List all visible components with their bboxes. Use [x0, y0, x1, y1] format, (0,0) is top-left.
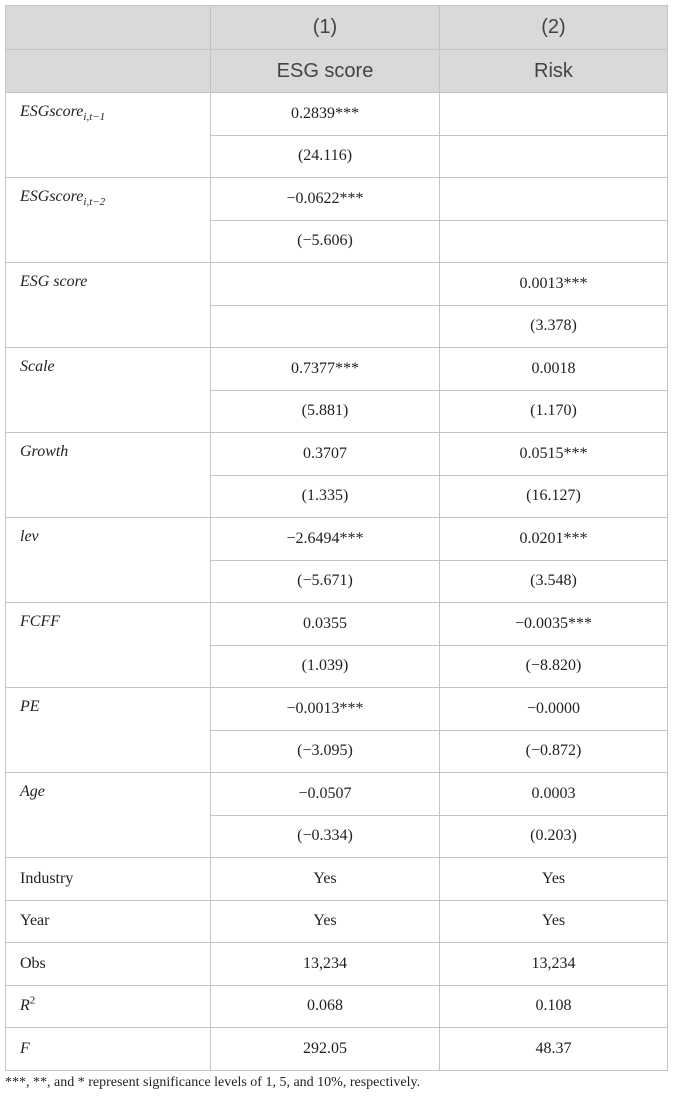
control-cell: 0.108 — [440, 985, 668, 1028]
control-label: Obs — [6, 943, 211, 986]
tstat-cell: (16.127) — [440, 475, 668, 518]
tstat-cell — [440, 135, 668, 178]
table-row — [6, 773, 668, 816]
control-cell: 292.05 — [211, 1028, 440, 1071]
coef-cell: 0.2839*** — [211, 93, 440, 136]
header-empty — [6, 6, 211, 50]
header-row-titles — [6, 50, 668, 93]
variable-label: Scale — [6, 348, 211, 433]
control-cell: 13,234 — [211, 943, 440, 986]
coef-cell: −0.0000 — [440, 688, 668, 731]
coef-cell: 0.0355 — [211, 603, 440, 646]
coef-cell: 0.0013*** — [440, 263, 668, 306]
tstat-cell: (1.170) — [440, 390, 668, 433]
coef-cell: 0.7377*** — [211, 348, 440, 391]
header-empty — [6, 50, 211, 93]
coef-cell: 0.3707 — [211, 433, 440, 476]
control-cell: Yes — [211, 858, 440, 901]
table-row — [6, 900, 668, 943]
tstat-cell: (−5.606) — [211, 220, 440, 263]
tstat-cell: (1.039) — [211, 645, 440, 688]
control-label: $R^2$ — [6, 985, 211, 1028]
control-label: Year — [6, 900, 211, 943]
tstat-cell: (−0.334) — [211, 815, 440, 858]
tstat-cell: (3.548) — [440, 560, 668, 603]
coef-cell: 0.0003 — [440, 773, 668, 816]
coef-cell: 0.0515*** — [440, 433, 668, 476]
tstat-cell — [440, 220, 668, 263]
variable-label: ESG score — [6, 263, 211, 348]
table-row — [6, 943, 668, 986]
control-cell: Yes — [440, 858, 668, 901]
variable-label: ESGscore$_{i,t-1}$ — [6, 93, 211, 178]
coef-cell: −0.0507 — [211, 773, 440, 816]
control-cell: 48.37 — [440, 1028, 668, 1071]
table-row — [6, 985, 668, 1028]
coef-cell — [440, 178, 668, 221]
tstat-cell — [211, 305, 440, 348]
tstat-cell: (−3.095) — [211, 730, 440, 773]
table-row — [6, 93, 668, 136]
coef-cell: −0.0013*** — [211, 688, 440, 731]
coef-cell: −0.0035*** — [440, 603, 668, 646]
col2-title: Risk — [440, 50, 668, 93]
table-row — [6, 858, 668, 901]
tstat-cell: (−0.872) — [440, 730, 668, 773]
coef-cell: 0.0201*** — [440, 518, 668, 561]
table-row — [6, 433, 668, 476]
tstat-cell: (1.335) — [211, 475, 440, 518]
table-row — [6, 603, 668, 646]
tstat-cell: (24.116) — [211, 135, 440, 178]
tstat-cell: (0.203) — [440, 815, 668, 858]
tstat-cell: (5.881) — [211, 390, 440, 433]
variable-label: Growth — [6, 433, 211, 518]
variable-label: Age — [6, 773, 211, 858]
control-label: Industry — [6, 858, 211, 901]
col1-title: ESG score — [211, 50, 440, 93]
header-row-numbers — [6, 6, 668, 50]
variable-label: lev — [6, 518, 211, 603]
control-cell: 13,234 — [440, 943, 668, 986]
control-cell: Yes — [440, 900, 668, 943]
variable-label: PE — [6, 688, 211, 773]
table-row — [6, 263, 668, 306]
col1-number: (1) — [211, 6, 440, 50]
control-cell: Yes — [211, 900, 440, 943]
tstat-cell: (−8.820) — [440, 645, 668, 688]
col2-number: (2) — [440, 6, 668, 50]
coef-cell: 0.0018 — [440, 348, 668, 391]
regression-table — [5, 5, 668, 1071]
table-footnote: ***, **, and * represent significance levels of 1, 5, and 10%, respectively. — [5, 1075, 421, 1090]
tstat-cell: (3.378) — [440, 305, 668, 348]
table-row — [6, 1028, 668, 1071]
coef-cell — [211, 263, 440, 306]
coef-cell — [440, 93, 668, 136]
control-cell: 0.068 — [211, 985, 440, 1028]
variable-label: ESGscore$_{i,t-2}$ — [6, 178, 211, 263]
table-row — [6, 688, 668, 731]
coef-cell: −0.0622*** — [211, 178, 440, 221]
variable-label: FCFF — [6, 603, 211, 688]
control-label: F — [6, 1028, 211, 1071]
table-row — [6, 518, 668, 561]
table-row — [6, 348, 668, 391]
table-row — [6, 178, 668, 221]
coef-cell: −2.6494*** — [211, 518, 440, 561]
tstat-cell: (−5.671) — [211, 560, 440, 603]
